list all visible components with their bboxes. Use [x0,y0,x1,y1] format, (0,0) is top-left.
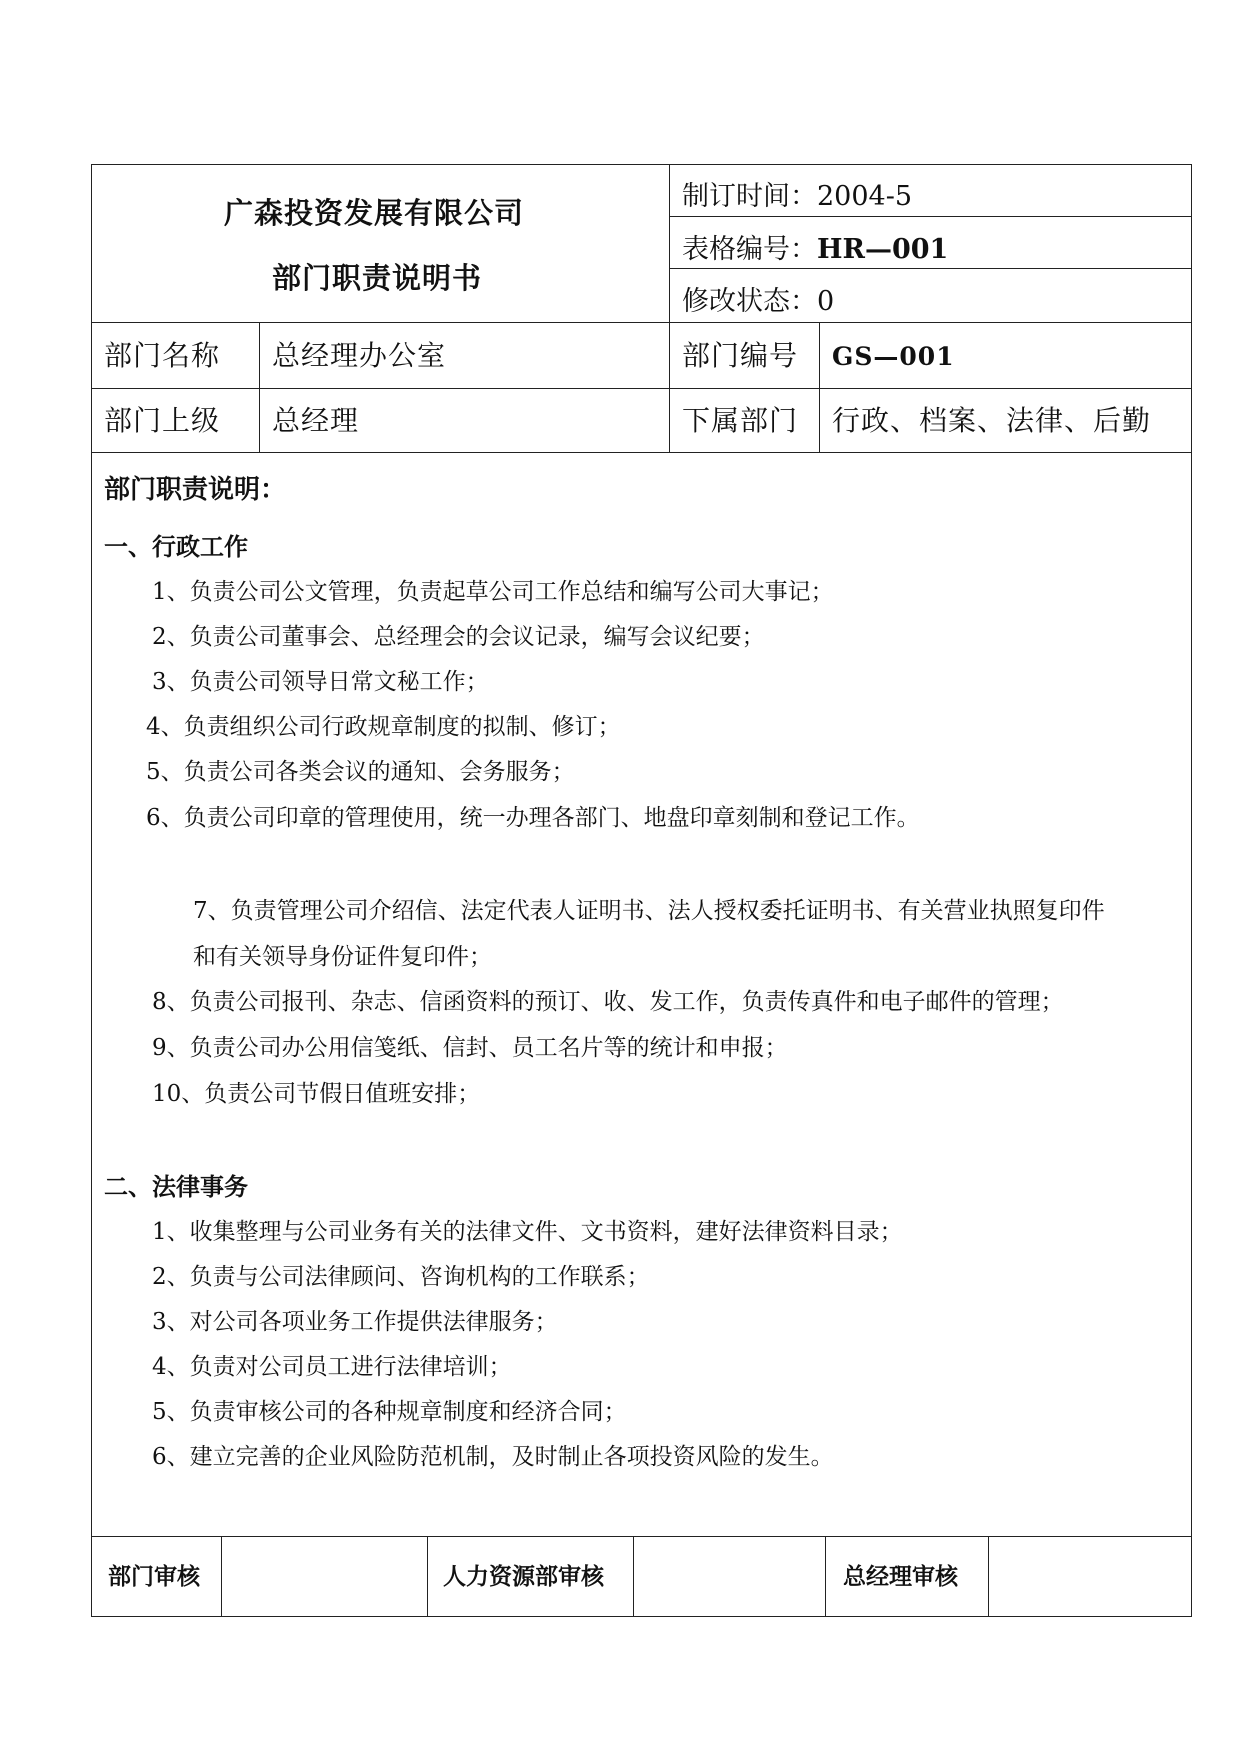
dept-review-signature-field[interactable] [222,1538,426,1616]
row-divider [91,452,1192,453]
list-item: 3、对公司各项业务工作提供法律服务； [152,1309,558,1335]
gm-review-label: 总经理审核 [843,1563,958,1590]
column-divider [427,1536,428,1617]
superior-value: 总经理 [272,404,360,437]
list-item: 7、负责管理公司介绍信、法定代表人证明书、法人授权委托证明书、有关营业执照复印件 [193,898,1105,924]
list-item: 5、负责公司各类会议的通知、会务服务； [146,759,575,785]
duties-title: 部门职责说明： [104,475,287,505]
hr-review-signature-field[interactable] [634,1538,824,1616]
revision-status-value: 0 [817,286,835,317]
list-item: 4、负责对公司员工进行法律培训； [152,1354,512,1380]
list-item: 8、负责公司报刊、杂志、信函资料的预订、收、发工作，负责传真件和电子邮件的管理； [152,989,1064,1015]
list-item: 2、负责与公司法律顾问、咨询机构的工作联系； [152,1264,650,1290]
column-divider [259,322,260,452]
superior-label: 部门上级 [104,404,221,437]
revision-status-label: 修改状态： [682,286,817,317]
subordinate-value: 行政、档案、法律、后勤 [832,404,1152,437]
column-divider [819,322,820,452]
dept-code-label: 部门编号 [682,339,799,372]
list-item: 3、负责公司领导日常文秘工作； [152,669,489,695]
gm-review-signature-field[interactable] [989,1538,1191,1616]
document-title: 部门职责说明书 [272,261,483,295]
list-item: 1、负责公司公文管理，负责起草公司工作总结和编写公司大事记； [152,579,834,605]
form-number-value: HR—001 [817,234,949,265]
issue-date-field [682,183,912,210]
hr-review-label: 人力资源部审核 [443,1563,604,1590]
section-heading: 二、法律事务 [104,1172,248,1201]
column-divider [669,164,670,452]
company-name: 广森投资发展有限公司 [224,196,525,230]
row-divider [91,1536,1192,1537]
form-number-field [682,236,948,263]
column-divider [825,1536,826,1617]
section-heading: 一、行政工作 [104,532,248,561]
list-item: 4、负责组织公司行政规章制度的拟制、修订； [146,714,621,740]
issue-date-label: 制订时间： [682,181,817,212]
subordinate-label: 下属部门 [682,404,799,437]
list-item: 6、负责公司印章的管理使用，统一办理各部门、地盘印章刻制和登记工作。 [146,805,920,831]
list-item: 2、负责公司董事会、总经理会的会议记录，编写会议纪要； [152,624,765,650]
issue-date-value: 2004-5 [817,181,913,212]
row-divider [91,388,1192,389]
dept-name-value: 总经理办公室 [272,339,447,372]
list-item: 1、收集整理与公司业务有关的法律文件、文书资料，建好法律资料目录； [152,1219,903,1245]
dept-review-label: 部门审核 [108,1563,200,1590]
revision-status-field [682,288,834,315]
list-item: 6、建立完善的企业风险防范机制，及时制止各项投资风险的发生。 [152,1444,834,1470]
list-item: 5、负责审核公司的各种规章制度和经济合同； [152,1399,627,1425]
row-divider [669,216,1192,217]
dept-code-value: GS—001 [832,342,955,371]
row-divider [669,268,1192,269]
list-item: 9、负责公司办公用信笺纸、信封、员工名片等的统计和申报； [152,1035,788,1061]
form-number-label: 表格编号： [682,234,817,265]
dept-name-label: 部门名称 [104,339,221,372]
list-item: 和有关领导身份证件复印件； [193,944,492,970]
list-item: 10、负责公司节假日值班安排； [152,1081,481,1107]
row-divider [91,322,1192,323]
